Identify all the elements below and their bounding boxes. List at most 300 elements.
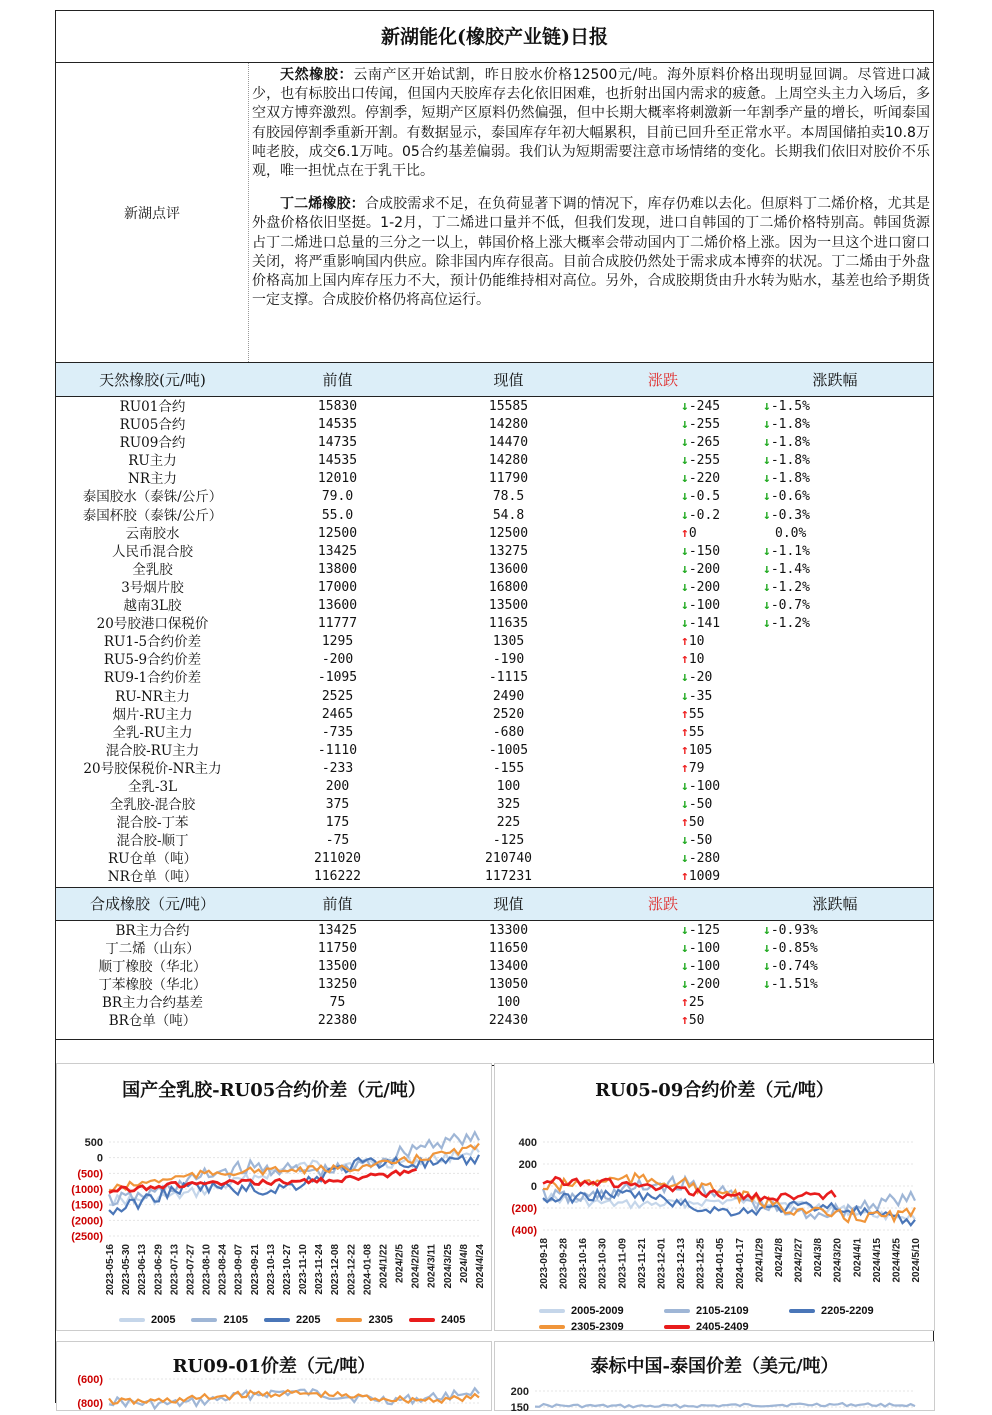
arrow-up-icon: ↑ [681,994,689,1010]
row-change-value: -200 [688,561,721,577]
row-change-value: -141 [688,616,721,632]
chart-legend [119,1313,481,1326]
row-change-value: -100 [688,778,721,794]
y-tick-label: (200) [511,1203,537,1215]
row-cur: 117231 [485,869,532,885]
natural-rubber-comment-head: 天然橡胶： [280,67,354,83]
arrow-down-icon: ↓ [763,435,771,451]
arrow-down-icon: ↓ [763,489,771,505]
table-row [56,597,933,615]
arrow-down-icon: ↓ [681,561,689,577]
row-prev: 79.0 [321,489,354,505]
legend-swatch [409,1318,435,1322]
row-cur: -1005 [488,742,529,758]
legend-item [191,1314,247,1326]
commentary-text [252,66,930,310]
series-line [543,1173,915,1222]
row-pct [735,958,935,976]
y-tick-label: 200 [510,1386,529,1398]
row-cur: 1305 [492,634,525,650]
row-change-value: -0.5 [688,489,721,505]
row-name: 混合胶-顺丁 [116,833,189,850]
row-change-value: -50 [688,797,713,813]
x-tick-label: 2023-07-13 [169,1244,181,1296]
report-title: 新湖能化(橡胶产业链)日报 [56,11,933,63]
row-prev: -233 [321,760,354,776]
row-pct-value: -0.3% [770,507,810,523]
row-name: 20号胶保税价-NR主力 [83,760,222,777]
row-change [591,579,735,597]
row-change-value: -255 [688,417,721,433]
row-change-value: -200 [688,976,721,992]
row-name: 全乳胶 [132,561,173,578]
row-change-value: 79 [688,760,705,776]
row-name: 云南胶水 [125,525,180,542]
row-cur: 13500 [488,598,529,614]
arrow-up-icon: ↑ [681,724,689,740]
row-prev: 1295 [321,634,354,650]
row-cur: -155 [492,760,525,776]
row-name: 全乳-RU主力 [112,724,193,741]
header-prev: 前值 [322,371,353,389]
table-row [56,976,933,994]
row-cur: 11635 [488,616,529,632]
row-prev: 13425 [317,543,358,559]
row-cur: -125 [492,833,525,849]
table-row [56,814,933,832]
table-bottom-border [56,1030,933,1040]
row-cur: 2520 [492,706,525,722]
x-tick-label: 2024/4/1 [852,1238,864,1277]
table-row [56,1012,933,1030]
y-tick-label: (1000) [71,1184,103,1196]
arrow-up-icon: ↑ [681,815,689,831]
row-prev: 14535 [317,453,358,469]
x-tick-label: 2023-10-27 [281,1244,293,1296]
row-pct [735,525,935,543]
y-tick-label: (2500) [71,1231,103,1243]
row-cur: 210740 [485,851,532,867]
arrow-up-icon: ↑ [681,1013,689,1028]
row-change [591,868,735,886]
row-change [591,416,735,434]
row-prev: 12500 [317,525,358,541]
row-pct [735,994,935,1012]
row-change-value: -0.2 [688,507,721,523]
arrow-down-icon: ↓ [763,543,771,559]
row-name: 泰国胶水（泰铢/公斤） [82,489,223,506]
row-prev: 55.0 [321,507,354,523]
row-pct-value: -1.8% [770,417,810,433]
table-row [56,922,933,940]
row-name: 全乳-3L [127,778,178,795]
header-cur: 现值 [493,895,524,914]
row-prev: 13500 [317,958,358,974]
row-cur: 11650 [488,940,529,956]
row-cur: 78.5 [492,489,525,505]
row-cur: -680 [492,724,525,740]
arrow-down-icon: ↓ [763,507,771,523]
row-name: RU1-5合约价差 [103,634,202,651]
row-change [591,976,735,994]
chart-plot [57,1104,491,1309]
table-row [56,850,933,868]
row-pct-value: -0.74% [770,958,818,974]
row-name: RU01合约 [119,399,186,415]
row-prev: 15830 [317,399,358,414]
row-prev: -1095 [317,670,358,686]
row-pct-value: -1.2% [770,579,810,595]
x-tick-label: 2023-11-21 [636,1238,648,1289]
row-name: 人民币混合胶 [112,543,193,560]
row-prev: -1110 [317,742,358,758]
row-change-value: -100 [688,940,721,956]
header-name: 合成橡胶（元/吨） [89,895,216,914]
legend-swatch [539,1325,565,1329]
row-pct [735,832,935,850]
x-tick-label: 2024/5/10 [911,1238,922,1283]
row-name: 丁二烯（山东） [105,940,200,957]
row-cur: -190 [492,652,525,668]
row-pct-value: -0.6% [770,489,810,505]
table-row [56,724,933,742]
row-pct-value: -1.1% [770,543,810,559]
chart-title: 泰标中国-泰国价差（美元/吨） [590,1356,839,1377]
row-pct [735,742,935,760]
row-pct [735,488,935,506]
row-pct [735,706,935,724]
row-prev: 211020 [314,851,361,867]
chart-title: RU09-01价差（元/吨） [172,1356,376,1377]
arrow-down-icon: ↓ [681,940,689,956]
x-tick-label: 2024/2/27 [793,1238,805,1283]
row-pct [735,651,935,669]
charts-area [56,1063,935,1414]
chart-latex-ru05-spread [56,1063,492,1331]
x-tick-label: 2024-01-05 [715,1238,727,1290]
natural-rubber-table [56,397,933,887]
legend-item [336,1314,392,1326]
row-pct-value: -0.85% [770,940,818,956]
arrow-down-icon: ↓ [681,471,689,487]
legend-label: 2105 [223,1314,248,1326]
row-cur: 225 [496,815,521,831]
legend-label: 2405 [440,1314,466,1326]
row-prev: 13250 [317,976,358,992]
row-cur: 13275 [488,543,529,559]
arrow-down-icon: ↓ [681,399,689,414]
row-cur: 16800 [488,579,529,595]
x-tick-label: 2023-11-24 [314,1244,326,1295]
row-name: RU仓单（吨） [107,851,198,868]
table-row [56,452,933,470]
x-tick-label: 2024/4/24 [475,1244,486,1289]
arrow-down-icon: ↓ [763,922,771,938]
row-change-value: 0 [688,525,697,541]
table-row [56,633,933,651]
legend-item [664,1305,789,1317]
row-pct [735,470,935,488]
arrow-down-icon: ↓ [681,543,689,559]
header-prev: 前值 [322,895,353,914]
arrow-down-icon: ↓ [763,958,771,974]
arrow-down-icon: ↓ [763,471,771,487]
row-pct [735,398,935,416]
arrow-down-icon: ↓ [681,958,689,974]
row-pct [735,976,935,994]
report-sheet [55,10,934,1414]
arrow-down-icon: ↓ [763,561,771,577]
row-change-value: -255 [688,453,721,469]
row-cur: 15585 [488,399,529,414]
row-prev: -200 [321,652,354,668]
row-pct [735,579,935,597]
row-pct-value: -1.8% [770,471,810,487]
y-tick-label: (2000) [71,1215,103,1228]
natural-rubber-table-header [56,363,933,397]
row-pct-value: -1.4% [770,561,810,577]
legend-swatch [119,1318,145,1322]
row-change-value: -245 [688,399,721,414]
arrow-down-icon: ↓ [681,833,689,849]
legend-swatch [789,1309,815,1313]
legend-swatch [191,1318,217,1322]
x-tick-label: 2024/4/25 [891,1238,903,1283]
table-row [56,688,933,706]
chart-ru05-09-spread [494,1063,935,1331]
legend-label: 2105-2109 [696,1305,749,1317]
row-prev: 2465 [321,706,354,722]
row-pct-value: -1.8% [770,453,810,469]
x-tick-label: 2024/3/8 [813,1238,825,1277]
legend-swatch [664,1309,690,1313]
x-tick-label: 2024/2/8 [773,1238,785,1277]
y-tick-label: 0 [96,1152,103,1165]
legend-item [409,1314,465,1326]
row-pct-value: -1.8% [770,435,810,451]
chart-title: RU05-09合约价差（元/吨） [595,1080,834,1101]
row-name: 烟片-RU主力 [112,706,193,723]
arrow-down-icon: ↓ [681,616,689,632]
legend-item [664,1321,789,1333]
row-change-value: -150 [688,543,721,559]
table-row [56,416,933,434]
natural-rubber-comment [252,66,930,181]
x-tick-label: 2024-01-17 [734,1238,746,1290]
row-change [591,688,735,706]
row-prev: 13425 [317,922,358,938]
row-pct [735,452,935,470]
y-tick-label: (500) [77,1168,103,1181]
y-tick-label: 150 [510,1402,529,1414]
row-change [591,760,735,778]
row-change-value: -35 [688,688,713,704]
legend-swatch [539,1309,565,1313]
legend-item [539,1321,664,1333]
x-tick-label: 2023-12-01 [656,1238,668,1290]
x-tick-label: 2023-10-16 [578,1238,590,1290]
arrow-down-icon: ↓ [681,670,689,686]
table-row [56,832,933,850]
row-name: 越南3L胶 [123,598,182,615]
x-tick-label: 2023-06-29 [153,1244,165,1296]
arrow-down-icon: ↓ [763,940,771,956]
row-change [591,525,735,543]
row-name: BR仓单（吨） [108,1013,197,1029]
y-tick-label: 400 [518,1137,537,1149]
x-tick-label: 2023-11-09 [617,1238,629,1289]
table-row [56,868,933,886]
y-tick-label: (800) [77,1398,103,1410]
x-tick-label: 2024/2/26 [410,1244,422,1289]
arrow-up-icon: ↑ [681,634,689,650]
row-cur: 325 [496,797,521,813]
row-pct [735,561,935,579]
arrow-down-icon: ↓ [681,976,689,992]
row-change-value: -200 [688,579,721,595]
x-tick-label: 2024/4/8 [458,1244,470,1283]
arrow-down-icon: ↓ [681,688,689,704]
y-tick-label: 500 [84,1137,103,1149]
row-cur: 100 [496,778,521,794]
row-name: NR仓单（吨） [107,869,198,886]
row-change-value: -265 [688,435,721,451]
arrow-down-icon: ↓ [763,976,771,992]
row-name: 顺丁橡胶（华北） [98,958,207,975]
row-pct [735,868,935,886]
row-change [591,488,735,506]
row-pct [735,796,935,814]
row-pct [735,669,935,687]
series-line [109,1155,479,1214]
row-pct [735,597,935,615]
table-row [56,525,933,543]
header-pct: 涨跌幅 [812,895,858,914]
row-cur: -1115 [488,670,529,686]
y-tick-label: 0 [530,1181,537,1193]
row-change [591,615,735,633]
row-prev: 22380 [317,1013,358,1028]
table-row [56,488,933,506]
row-cur: 14280 [488,453,529,469]
arrow-down-icon: ↓ [681,598,689,614]
legend-swatch [264,1318,290,1322]
row-name: 丁苯橡胶（华北） [98,976,207,993]
row-change-value: 55 [688,724,705,740]
row-prev: 17000 [317,579,358,595]
row-change [591,669,735,687]
row-prev: -735 [321,724,354,740]
row-prev: 200 [325,778,350,794]
x-tick-label: 2023-09-21 [249,1244,261,1296]
arrow-down-icon: ↓ [763,579,771,595]
chart-plot [495,1375,936,1415]
x-tick-label: 2023-12-25 [695,1238,707,1290]
table-row [56,615,933,633]
row-cur: 2490 [492,688,525,704]
row-change [591,1012,735,1030]
row-change [591,796,735,814]
row-name: RU-NR主力 [115,688,190,705]
row-pct [735,416,935,434]
header-change: 涨跌 [647,371,678,389]
x-tick-label: 2023-07-27 [185,1244,197,1296]
chart-plot [495,1104,936,1309]
row-name: NR主力 [128,471,177,488]
x-tick-label: 2023-12-08 [330,1244,342,1296]
row-name: RU主力 [128,453,177,470]
legend-swatch [664,1325,690,1329]
row-prev: 175 [325,815,350,831]
row-change-value: -100 [688,958,721,974]
row-prev: 375 [325,797,350,813]
row-pct [735,922,935,940]
synthetic-rubber-table [56,921,933,1031]
row-pct [735,814,935,832]
row-pct [735,633,935,651]
legend-label: 2205-2209 [821,1305,874,1317]
legend-item [119,1314,175,1326]
butadiene-comment-head: 丁二烯橡胶： [280,196,365,213]
table-row [56,651,933,669]
x-tick-label: 2023-06-13 [137,1244,149,1296]
chart-plot [57,1375,491,1415]
row-pct [735,850,935,868]
y-tick-label: (400) [511,1225,537,1237]
butadiene-comment-body: 合成胶需求不足，在负荷显著下调的情况下，库存仍难以去化。但原料丁二烯价格，尤其是外盘价格依旧坚挺。1-2月，丁二烯进口量并不低，但我们发现，进口自韩国的丁二烯价格特别高。韩国货源占丁二烯进口总量的三分之一以上，韩国价格上涨大概率会带动国内丁二烯价格上涨。因为一旦这个进口窗口关闭，将严重影响国内供应。除非国内库存很高。目前合成胶仍然处于需求成本博弈的状况。丁二烯由于外盘价格高加上国内库存压力不大，预计仍能维持相对高位。另外，合成胶期货由升水转为贴水，基差也给予期货一定支撑。合成胶价格仍将高位运行。 [252,196,931,309]
legend-label: 2005-2009 [571,1305,624,1317]
row-pct [735,1012,935,1030]
row-name: RU5-9合约价差 [103,652,202,669]
row-change [591,958,735,976]
arrow-down-icon: ↓ [681,851,689,867]
x-tick-label: 2023-10-30 [597,1238,609,1290]
chart-title: 国产全乳胶-RU05合约价差（元/吨） [122,1080,426,1101]
legend-item [789,1305,914,1317]
row-prev: 13600 [317,598,358,614]
legend-item [539,1305,664,1317]
arrow-up-icon: ↑ [681,742,689,758]
x-tick-label: 2024/4/15 [871,1238,883,1283]
series-line [109,1390,479,1404]
arrow-down-icon: ↓ [763,453,771,469]
x-tick-label: 2023-08-10 [201,1244,213,1296]
legend-item [264,1314,320,1326]
row-change [591,398,735,416]
x-tick-label: 2024/1/29 [754,1238,766,1283]
x-tick-label: 2023-08-24 [217,1244,229,1296]
commentary-section [56,63,933,363]
row-change [591,742,735,760]
series-line [109,1147,479,1206]
arrow-up-icon: ↑ [681,525,689,541]
x-tick-label: 2023-05-30 [121,1244,133,1296]
row-pct [735,615,935,633]
table-row [56,796,933,814]
row-name: 3号烟片胶 [121,579,184,596]
row-pct-value: -0.7% [770,598,810,614]
arrow-down-icon: ↓ [681,417,689,433]
arrow-up-icon: ↑ [681,760,689,776]
row-change-value: 10 [688,634,705,650]
arrow-down-icon: ↓ [763,598,771,614]
header-name: 天然橡胶(元/吨) [99,371,206,389]
row-change [591,922,735,940]
y-tick-label: (600) [77,1374,103,1386]
row-change-value: 10 [688,652,705,668]
table-row [56,940,933,958]
row-change [591,597,735,615]
